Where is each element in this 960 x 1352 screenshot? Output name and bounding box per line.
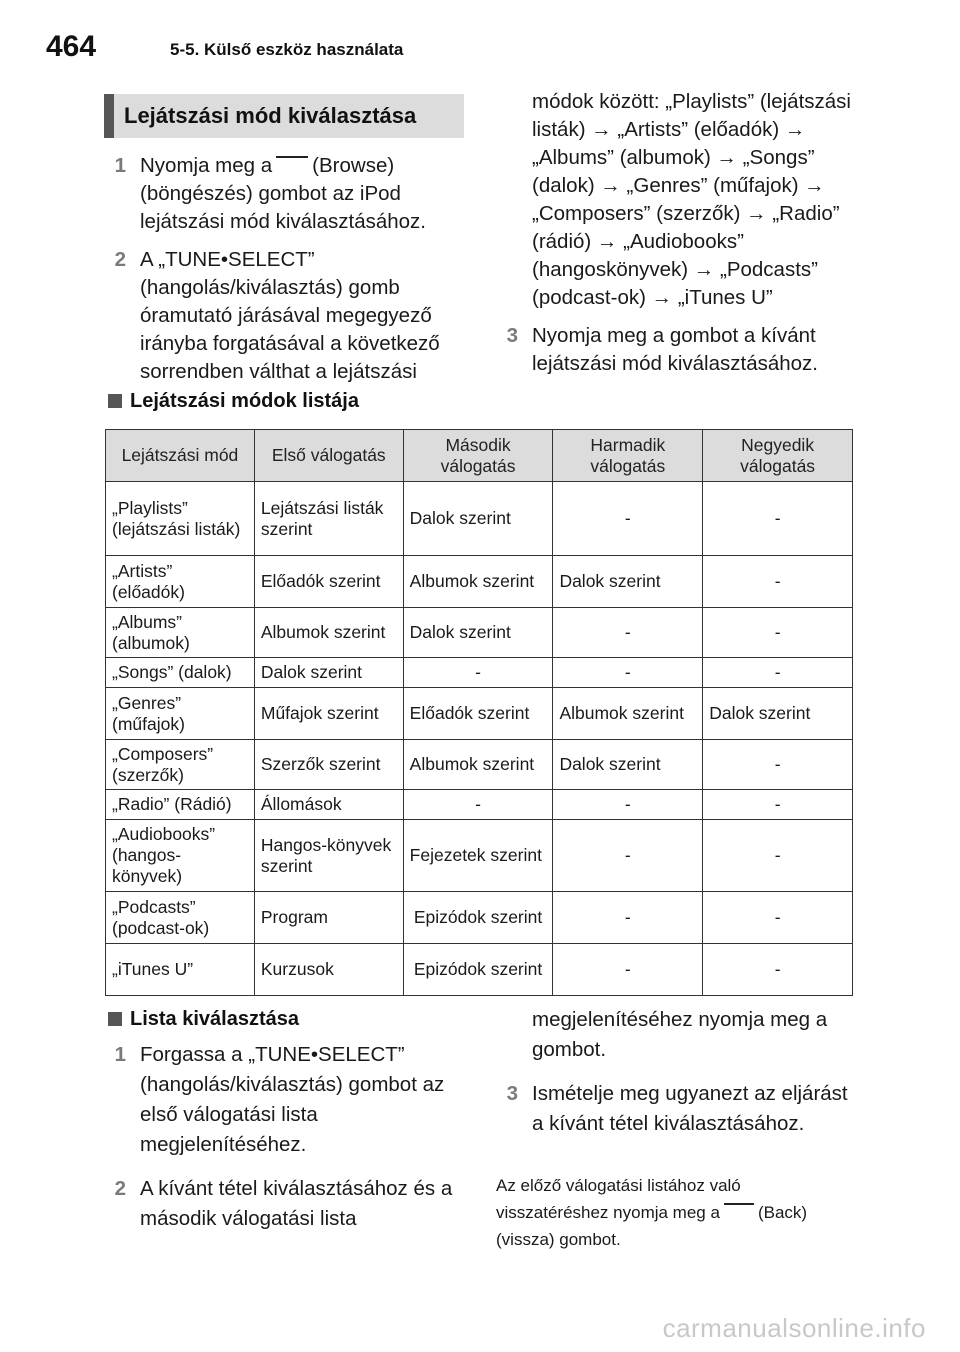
table-cell: „Composers” (szerzők)	[106, 740, 255, 790]
table-row	[106, 688, 853, 740]
table-cell: Dalok szerint	[553, 556, 703, 608]
back-button-icon	[724, 1203, 754, 1217]
table-cell: -	[703, 482, 853, 556]
table-cell: -	[553, 892, 703, 944]
section-heading	[104, 94, 464, 138]
step-3	[496, 1079, 852, 1139]
page-number: 464	[46, 30, 97, 63]
continuation-text: megjelenítéséhez nyomja meg a gombot.	[532, 1008, 828, 1061]
step-text: A kívánt tétel kiválasztásához és a második válogatási lista	[140, 1177, 453, 1230]
table-cell: Albumok szerint	[403, 740, 553, 790]
table-row	[106, 892, 853, 944]
table-cell: -	[703, 556, 853, 608]
step-text-after: (Browse) (böngészés) gombot az iPod lejátszási mód kiválasztásához.	[140, 154, 426, 233]
table-cell: -	[403, 658, 553, 688]
step-number: 2	[114, 1177, 126, 1200]
step-2-continuation	[496, 88, 852, 312]
table-cell: „Radio” (Rádió)	[106, 790, 255, 820]
table-cell: -	[703, 740, 853, 790]
table-row	[106, 944, 853, 996]
modes-table	[105, 429, 853, 996]
table-cell: Szerzők szerint	[254, 740, 403, 790]
table-row	[106, 820, 853, 892]
table-header-cell: Első válogatás	[254, 430, 403, 482]
step-1	[104, 152, 460, 236]
square-bullet-icon	[108, 1012, 122, 1026]
step-1	[104, 1040, 460, 1160]
table-cell: Albumok szerint	[553, 688, 703, 740]
table-cell: Műfajok szerint	[254, 688, 403, 740]
browse-button-icon	[276, 156, 308, 170]
table-cell: Lejátszási listák szerint	[254, 482, 403, 556]
footer-watermark: carmanualsonline.info	[662, 1313, 926, 1343]
right-column-bottom	[496, 1005, 852, 1149]
table-header-cell: Második válogatás	[403, 430, 553, 482]
step-3	[496, 322, 852, 378]
table-cell: „Genres” (műfajok)	[106, 688, 255, 740]
table-cell: Állomások	[254, 790, 403, 820]
square-bullet-icon	[108, 394, 122, 408]
table-cell: Epizódok szerint	[403, 892, 553, 944]
table-row	[106, 790, 853, 820]
step-text: A „TUNE•SELECT” (hangolás/kiválasztás) gomb óramutató járásával megegyező irányba forgatásával a következő sorrendben válthat a lejátszási	[140, 248, 440, 383]
section-heading-text: Lejátszási mód kiválasztása	[124, 103, 417, 128]
table-cell: Epizódok szerint	[403, 944, 553, 996]
table-header-cell: Lejátszási mód	[106, 430, 255, 482]
table-row	[106, 740, 853, 790]
step-number: 3	[506, 1082, 518, 1105]
step-text: Forgassa a „TUNE•SELECT” (hangolás/kiválasztás) gombot az első válogatási lista megjelenítéséhez.	[140, 1043, 445, 1156]
table-cell: -	[703, 820, 853, 892]
table-header-row	[106, 430, 853, 482]
table-row	[106, 556, 853, 608]
table-cell: „Albums” (albumok)	[106, 608, 255, 658]
table-header-cell: Harmadik válogatás	[553, 430, 703, 482]
note-text-after: (Back) (vissza) gombot.	[496, 1203, 808, 1249]
table-cell: Program	[254, 892, 403, 944]
list-select-heading	[108, 1008, 299, 1031]
step-number: 3	[506, 324, 518, 347]
table-row	[106, 608, 853, 658]
table-cell: „Podcasts” (podcast-ok)	[106, 892, 255, 944]
list-select-heading-text: Lista kiválasztása	[130, 1008, 299, 1030]
table-cell: „Artists” (előadók)	[106, 556, 255, 608]
table-cell: -	[553, 820, 703, 892]
step-text: Nyomja meg a gombot a kívánt lejátszási mód kiválasztásához.	[532, 324, 818, 375]
step-2	[104, 1174, 460, 1234]
table-cell: Albumok szerint	[403, 556, 553, 608]
modes-list-heading-text: Lejátszási módok listája	[130, 390, 359, 412]
section-title: 5-5. Külső eszköz használata	[170, 40, 404, 59]
table-cell: -	[553, 944, 703, 996]
table-cell: -	[703, 790, 853, 820]
table-cell: -	[703, 892, 853, 944]
table-cell: Albumok szerint	[254, 608, 403, 658]
table-cell: -	[403, 790, 553, 820]
table-cell: „iTunes U”	[106, 944, 255, 996]
table-cell: Dalok szerint	[403, 608, 553, 658]
table-cell: -	[703, 608, 853, 658]
table-cell: -	[553, 482, 703, 556]
table-cell: Hangos-könyvek szerint	[254, 820, 403, 892]
step-2	[104, 246, 460, 386]
left-column-bottom	[104, 1040, 460, 1244]
table-cell: „Audiobooks” (hangos-könyvek)	[106, 820, 255, 892]
table-cell: „Songs” (dalok)	[106, 658, 255, 688]
table-cell: -	[703, 658, 853, 688]
table-cell: -	[553, 790, 703, 820]
table-cell: Dalok szerint	[254, 658, 403, 688]
page-header	[0, 0, 960, 84]
table-cell: Dalok szerint	[403, 482, 553, 556]
modes-list-heading	[108, 390, 359, 413]
table-row	[106, 658, 853, 688]
table-cell: Kurzusok	[254, 944, 403, 996]
note-text	[496, 1172, 856, 1253]
step-2-continuation	[496, 1005, 852, 1065]
table-cell: Előadók szerint	[403, 688, 553, 740]
continuation-text: módok között: „Playlists” (lejátszási listák) → „Artists” (előadók) → „Albums” (albumok) → „Songs” (dalok) → „Genres” (műfajok) → „Composers” (szerzők) → „Radio” (rádió) → „Audiobooks” (hangoskönyvek) → „Podcasts” (podcast-ok) → „iTunes U”	[532, 90, 851, 309]
table-cell: Fejezetek szerint	[403, 820, 553, 892]
step-number: 2	[114, 248, 126, 271]
step-number: 1	[114, 154, 126, 177]
table-row	[106, 482, 853, 556]
table-header-cell: Negyedik válogatás	[703, 430, 853, 482]
table-cell: -	[553, 658, 703, 688]
table-cell: -	[553, 608, 703, 658]
table-cell: -	[703, 944, 853, 996]
table-cell: „Playlists” (lejátszási listák)	[106, 482, 255, 556]
step-number: 1	[114, 1043, 126, 1066]
table-cell: Dalok szerint	[703, 688, 853, 740]
table-cell: Dalok szerint	[553, 740, 703, 790]
table-cell: Előadók szerint	[254, 556, 403, 608]
step-text-before: Nyomja meg a	[140, 154, 273, 177]
step-text: Ismételje meg ugyanezt az eljárást a kívánt tétel kiválasztásához.	[532, 1082, 848, 1135]
note-text-before: Az előző válogatási listához való visszatéréshez nyomja meg a	[496, 1176, 741, 1222]
left-column-top	[104, 152, 460, 396]
right-column-top	[496, 88, 852, 388]
